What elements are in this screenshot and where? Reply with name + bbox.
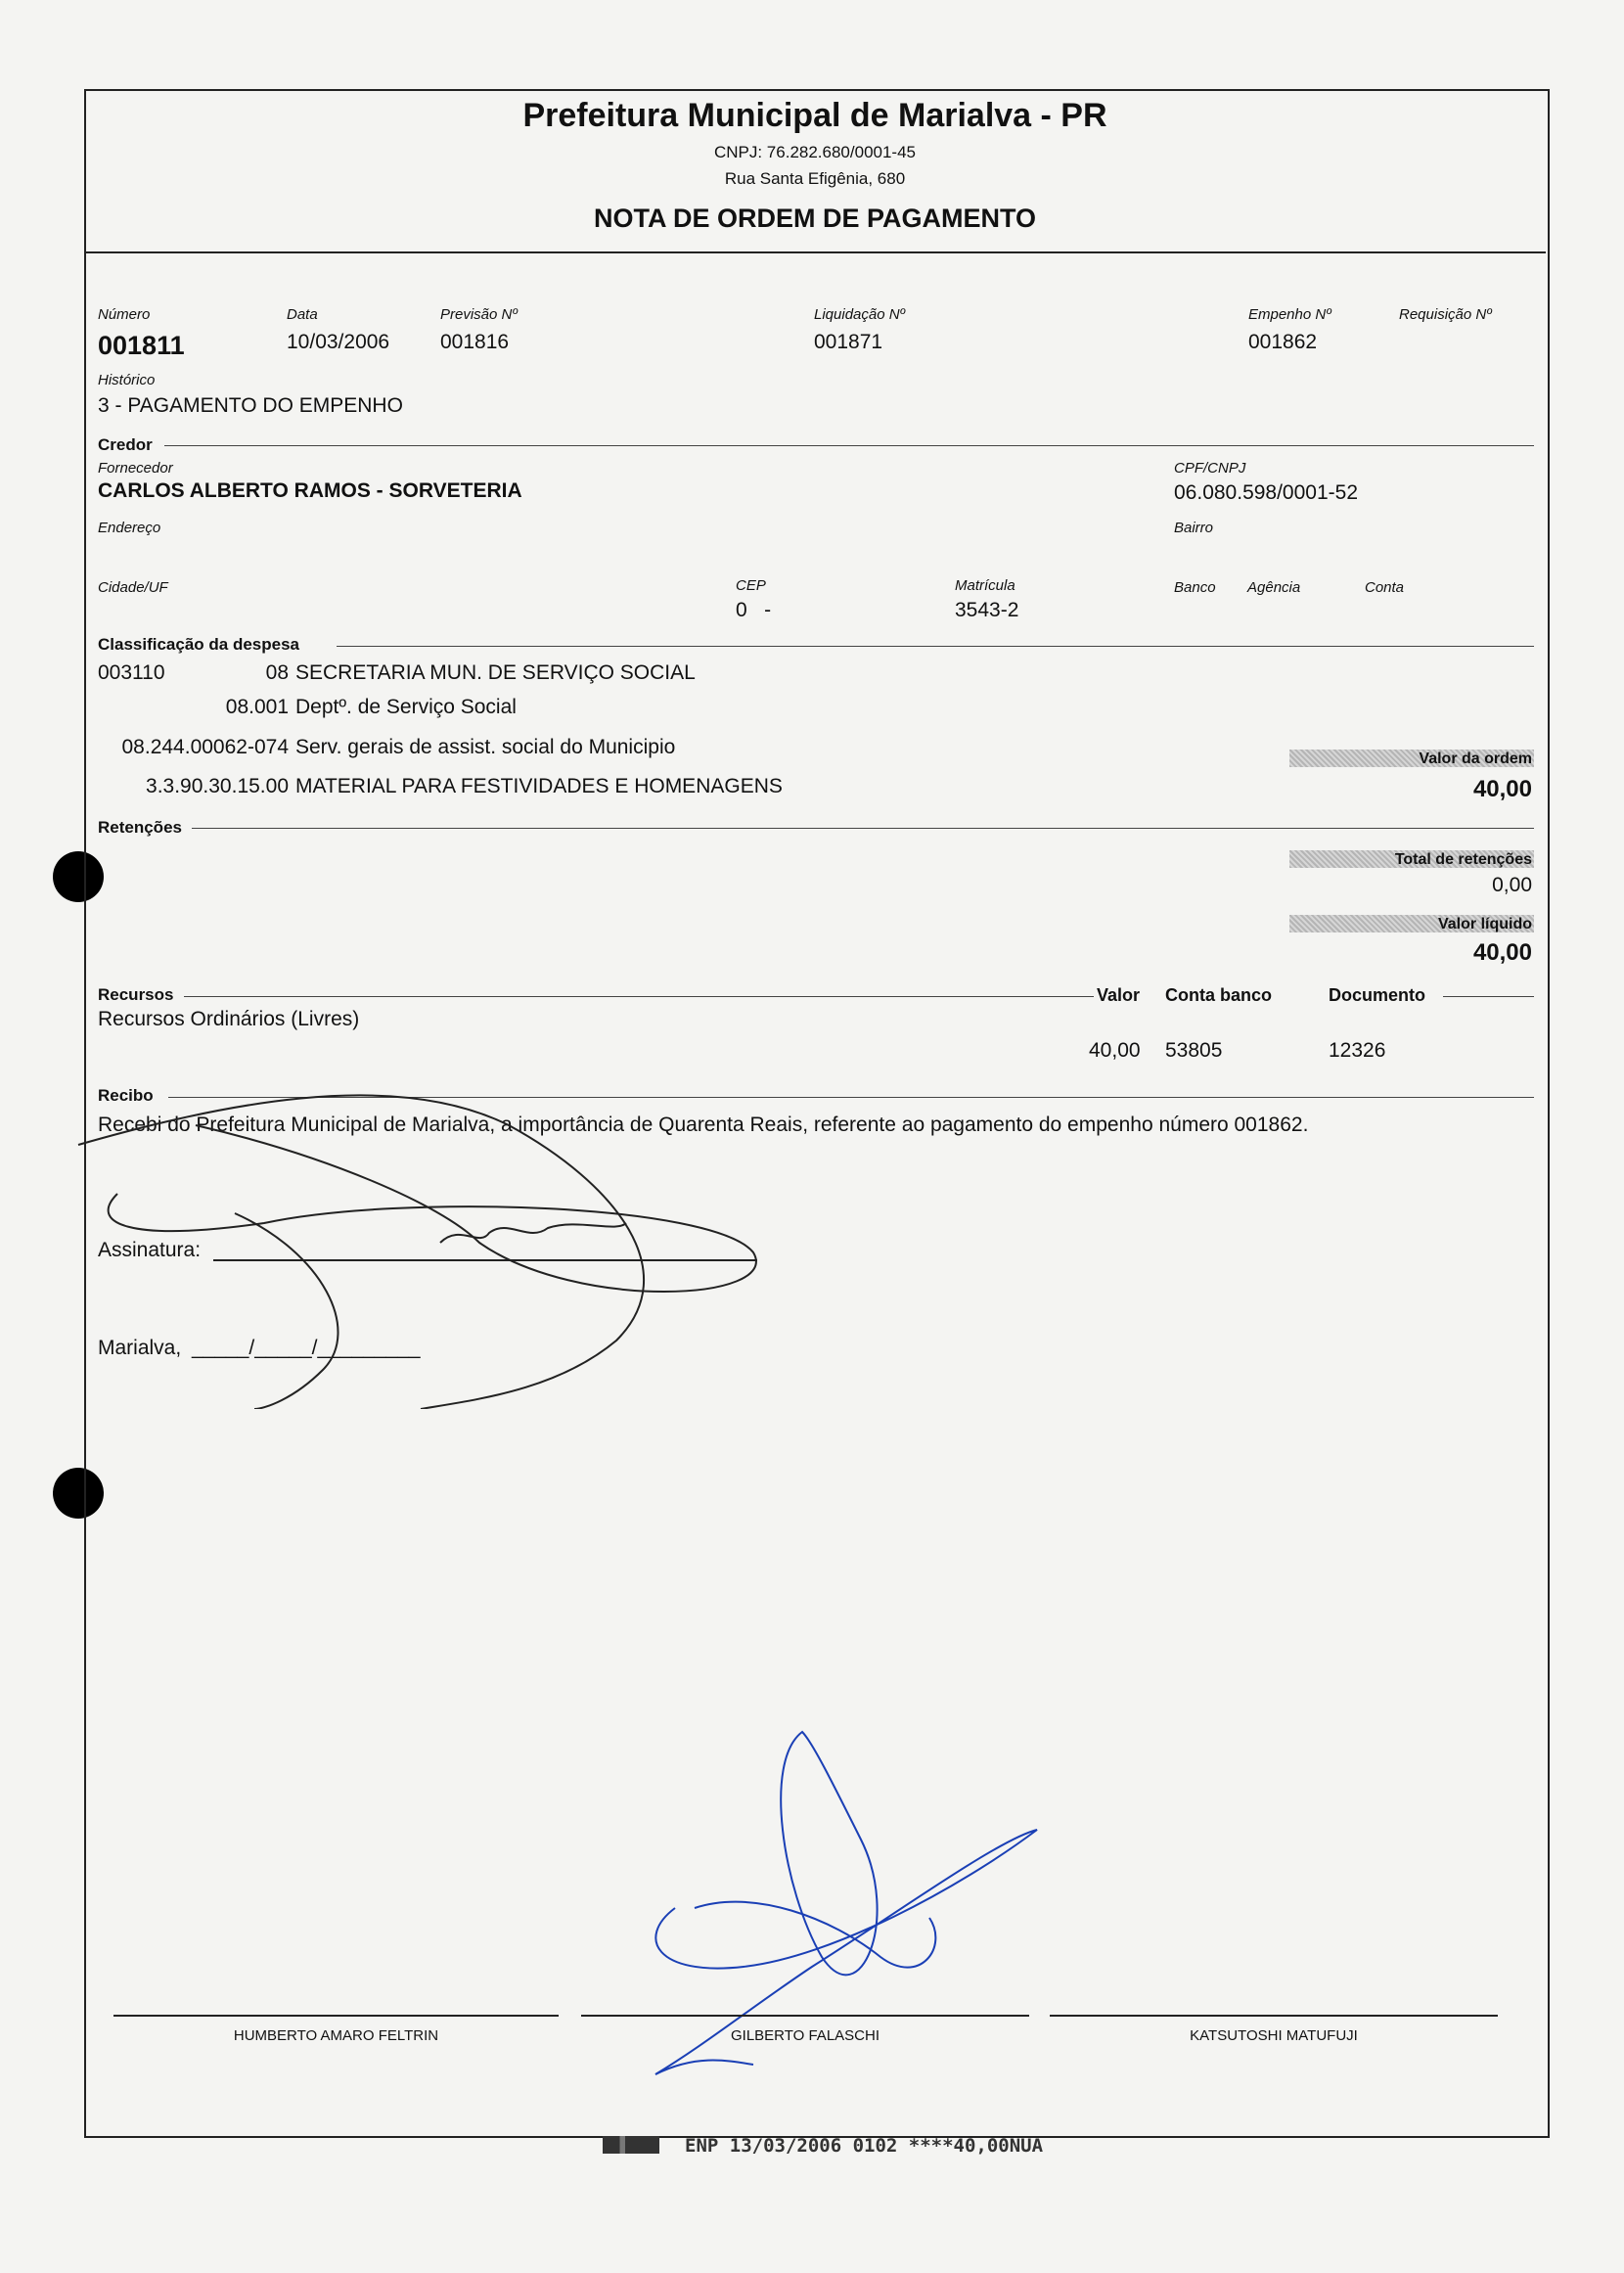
cpf-value: 06.080.598/0001-52 xyxy=(1174,481,1359,504)
retencoes-section-title: Retenções xyxy=(98,818,182,837)
empenho-label: Empenho Nº xyxy=(1248,306,1331,323)
fornecedor-value: CARLOS ALBERTO RAMOS - SORVETERIA xyxy=(98,479,522,502)
historico-label: Histórico xyxy=(98,372,156,388)
classificacao-line-desc: Serv. gerais de assist. social do Municipio xyxy=(295,736,676,758)
liquidacao-label: Liquidação Nº xyxy=(814,306,906,323)
signatory-name-2: GILBERTO FALASCHI xyxy=(731,2027,880,2044)
total-retencoes-label: Total de retenções xyxy=(1394,851,1532,868)
data-label: Data xyxy=(287,306,318,323)
bank-authentication-stamp: ENP 13/03/2006 0102 ****40,00NUA xyxy=(685,2135,1044,2157)
valor-liquido-label: Valor líquido xyxy=(1437,916,1532,932)
document-header xyxy=(84,89,1546,253)
classificacao-code: 003110 xyxy=(98,661,165,684)
cep-label: CEP xyxy=(736,577,766,594)
signatory-name-1: HUMBERTO AMARO FELTRIN xyxy=(233,2027,439,2044)
data-value: 10/03/2006 xyxy=(287,331,390,353)
numero-value: 001811 xyxy=(98,331,185,360)
recursos-fonte: Recursos Ordinários (Livres) xyxy=(98,1008,360,1030)
classificacao-line-code: 08.244.00062-074 xyxy=(121,736,289,758)
cep-value: 0 - xyxy=(736,599,772,621)
bank-logo-mark xyxy=(603,2136,659,2154)
matricula-value: 3543-2 xyxy=(955,599,1019,621)
date-blank: _____/_____/_________ xyxy=(192,1337,421,1359)
signature-line-3 xyxy=(1050,2015,1498,2017)
classificacao-line-desc: SECRETARIA MUN. DE SERVIÇO SOCIAL xyxy=(295,661,696,684)
historico-value: 3 - PAGAMENTO DO EMPENHO xyxy=(98,394,403,417)
retencoes-rule xyxy=(192,828,1534,829)
previsao-label: Previsão Nº xyxy=(440,306,518,323)
handwritten-signature-1 xyxy=(68,1076,851,1409)
valor-ordem-value: 40,00 xyxy=(1472,776,1532,802)
recursos-rule xyxy=(184,996,1094,997)
cpf-label: CPF/CNPJ xyxy=(1174,460,1246,477)
municipality-title: Prefeitura Municipal de Marialva - PR xyxy=(522,97,1107,134)
total-retencoes-value: 0,00 xyxy=(1492,874,1532,896)
matricula-label: Matrícula xyxy=(955,577,1015,594)
recursos-conta-label: Conta banco xyxy=(1165,985,1273,1005)
credor-rule xyxy=(164,445,1534,446)
signature-line-1 xyxy=(113,2015,559,2017)
banco-label: Banco xyxy=(1174,579,1216,596)
cnpj-line: CNPJ: 76.282.680/0001-45 xyxy=(713,143,917,161)
classificacao-line-code: 3.3.90.30.15.00 xyxy=(146,775,289,797)
classificacao-line-code: 08 xyxy=(265,661,289,684)
classificacao-line-code: 08.001 xyxy=(225,696,289,718)
recursos-section-title: Recursos xyxy=(98,985,174,1004)
endereco-label: Endereço xyxy=(98,520,161,536)
valor-liquido-value: 40,00 xyxy=(1472,939,1532,966)
recibo-section-title: Recibo xyxy=(98,1086,154,1105)
classificacao-rule xyxy=(337,646,1534,647)
signature-line-2 xyxy=(581,2015,1029,2017)
bairro-label: Bairro xyxy=(1174,520,1214,536)
recursos-documento-label: Documento xyxy=(1329,985,1425,1005)
liquidacao-value: 001871 xyxy=(814,331,883,353)
agencia-label: Agência xyxy=(1247,579,1301,596)
recursos-valor: 40,00 xyxy=(1089,1039,1141,1062)
signatory-name-3: KATSUTOSHI MATUFUJI xyxy=(1190,2027,1358,2044)
fornecedor-label: Fornecedor xyxy=(98,460,173,477)
recursos-valor-label: Valor xyxy=(1097,985,1141,1005)
valor-ordem-label: Valor da ordem xyxy=(1419,750,1532,767)
document-title: NOTA DE ORDEM DE PAGAMENTO xyxy=(593,204,1036,233)
recursos-conta: 53805 xyxy=(1165,1039,1223,1062)
address-line: Rua Santa Efigênia, 680 xyxy=(724,169,906,188)
requisicao-label: Requisição Nº xyxy=(1399,306,1492,323)
assinatura-label: Assinatura: xyxy=(98,1239,202,1261)
classificacao-section-title: Classificação da despesa xyxy=(98,635,300,654)
credor-section-title: Credor xyxy=(98,435,153,454)
classificacao-line-desc: MATERIAL PARA FESTIVIDADES E HOMENAGENS xyxy=(295,775,783,797)
numero-label: Número xyxy=(98,306,151,323)
conta-label: Conta xyxy=(1365,579,1405,596)
classificacao-line-desc: Deptº. de Serviço Social xyxy=(295,696,517,718)
recursos-rule-right xyxy=(1443,996,1534,997)
previsao-value: 001816 xyxy=(440,331,510,353)
recursos-documento: 12326 xyxy=(1329,1039,1386,1062)
empenho-value: 001862 xyxy=(1248,331,1318,353)
cidade-label: Cidade/UF xyxy=(98,579,168,596)
local-label: Marialva, xyxy=(98,1337,182,1359)
recibo-text: Recebi do Prefeitura Municipal de Marialva, a importância de Quarenta Reais, referente ao pagamento do empenho número 001862. xyxy=(98,1114,1309,1136)
